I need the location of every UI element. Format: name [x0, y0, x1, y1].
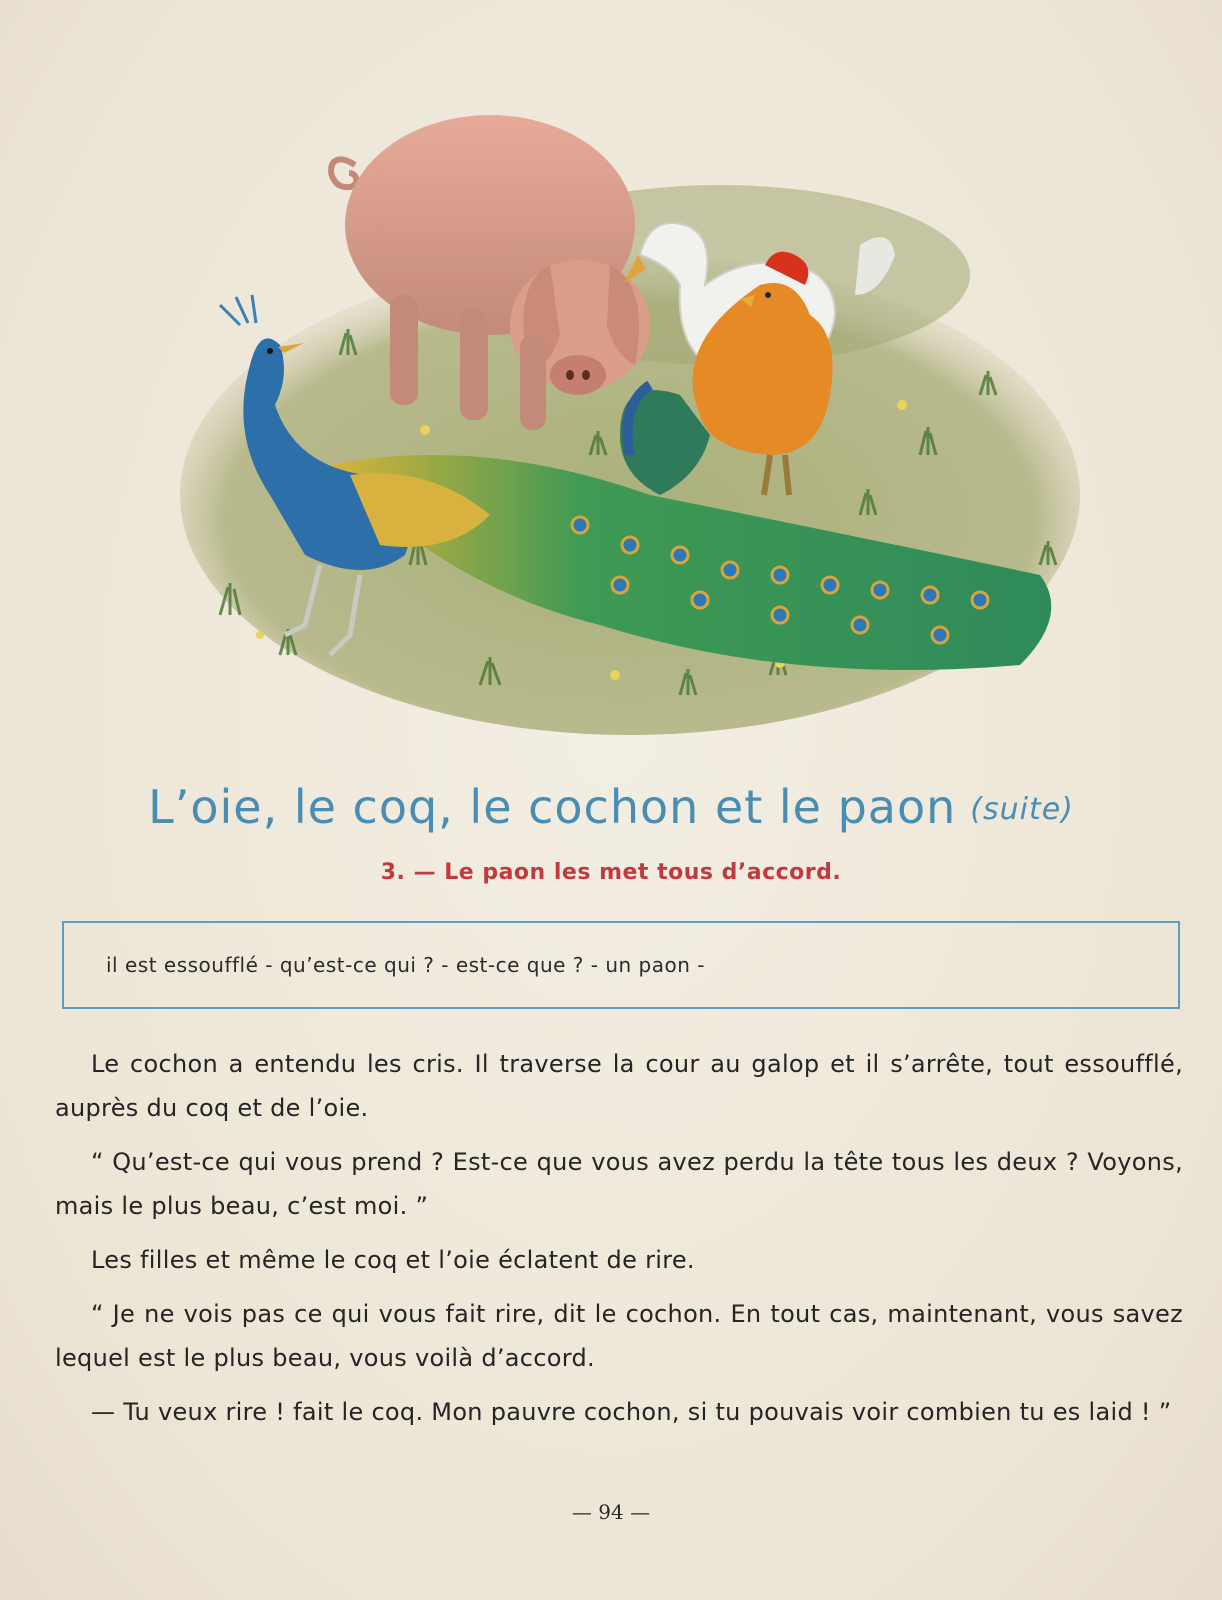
- paragraph: Le cochon a entendu les cris. Il traverse la cour au galop et il s’arrête, tout essoufflé, auprès du coq et de l’oie.: [55, 1050, 1183, 1122]
- title-main: L’oie, le coq, le cochon et le paon: [148, 780, 957, 834]
- paragraph: — Tu veux rire ! fait le coq. Mon pauvre cochon, si tu pouvais voir combien tu es laid ! ”: [91, 1398, 1172, 1426]
- title-suffix: (suite): [970, 792, 1074, 827]
- vocabulary-text: il est essoufflé - qu’est-ce qui ? - est-ce que ? - un paon -: [106, 953, 705, 977]
- paragraph: “ Je ne vois pas ce qui vous fait rire, dit le cochon. En tout cas, maintenant, vous savez lequel est le plus beau, vous voilà d’accord.: [55, 1300, 1183, 1372]
- story-text: [55, 1042, 1183, 1444]
- lesson-title: [0, 780, 1222, 834]
- paragraph: Les filles et même le coq et l’oie éclatent de rire.: [91, 1246, 695, 1274]
- farm-animals-illustration: [160, 95, 1080, 735]
- vocabulary-box: [62, 921, 1180, 1009]
- paragraph: “ Qu’est-ce qui vous prend ? Est-ce que vous avez perdu la tête tous les deux ? Voyons, mais le plus beau, c’est moi. ”: [55, 1148, 1183, 1220]
- lesson-subtitle: 3. — Le paon les met tous d’accord.: [380, 860, 842, 885]
- page-number: — 94 —: [571, 1500, 651, 1524]
